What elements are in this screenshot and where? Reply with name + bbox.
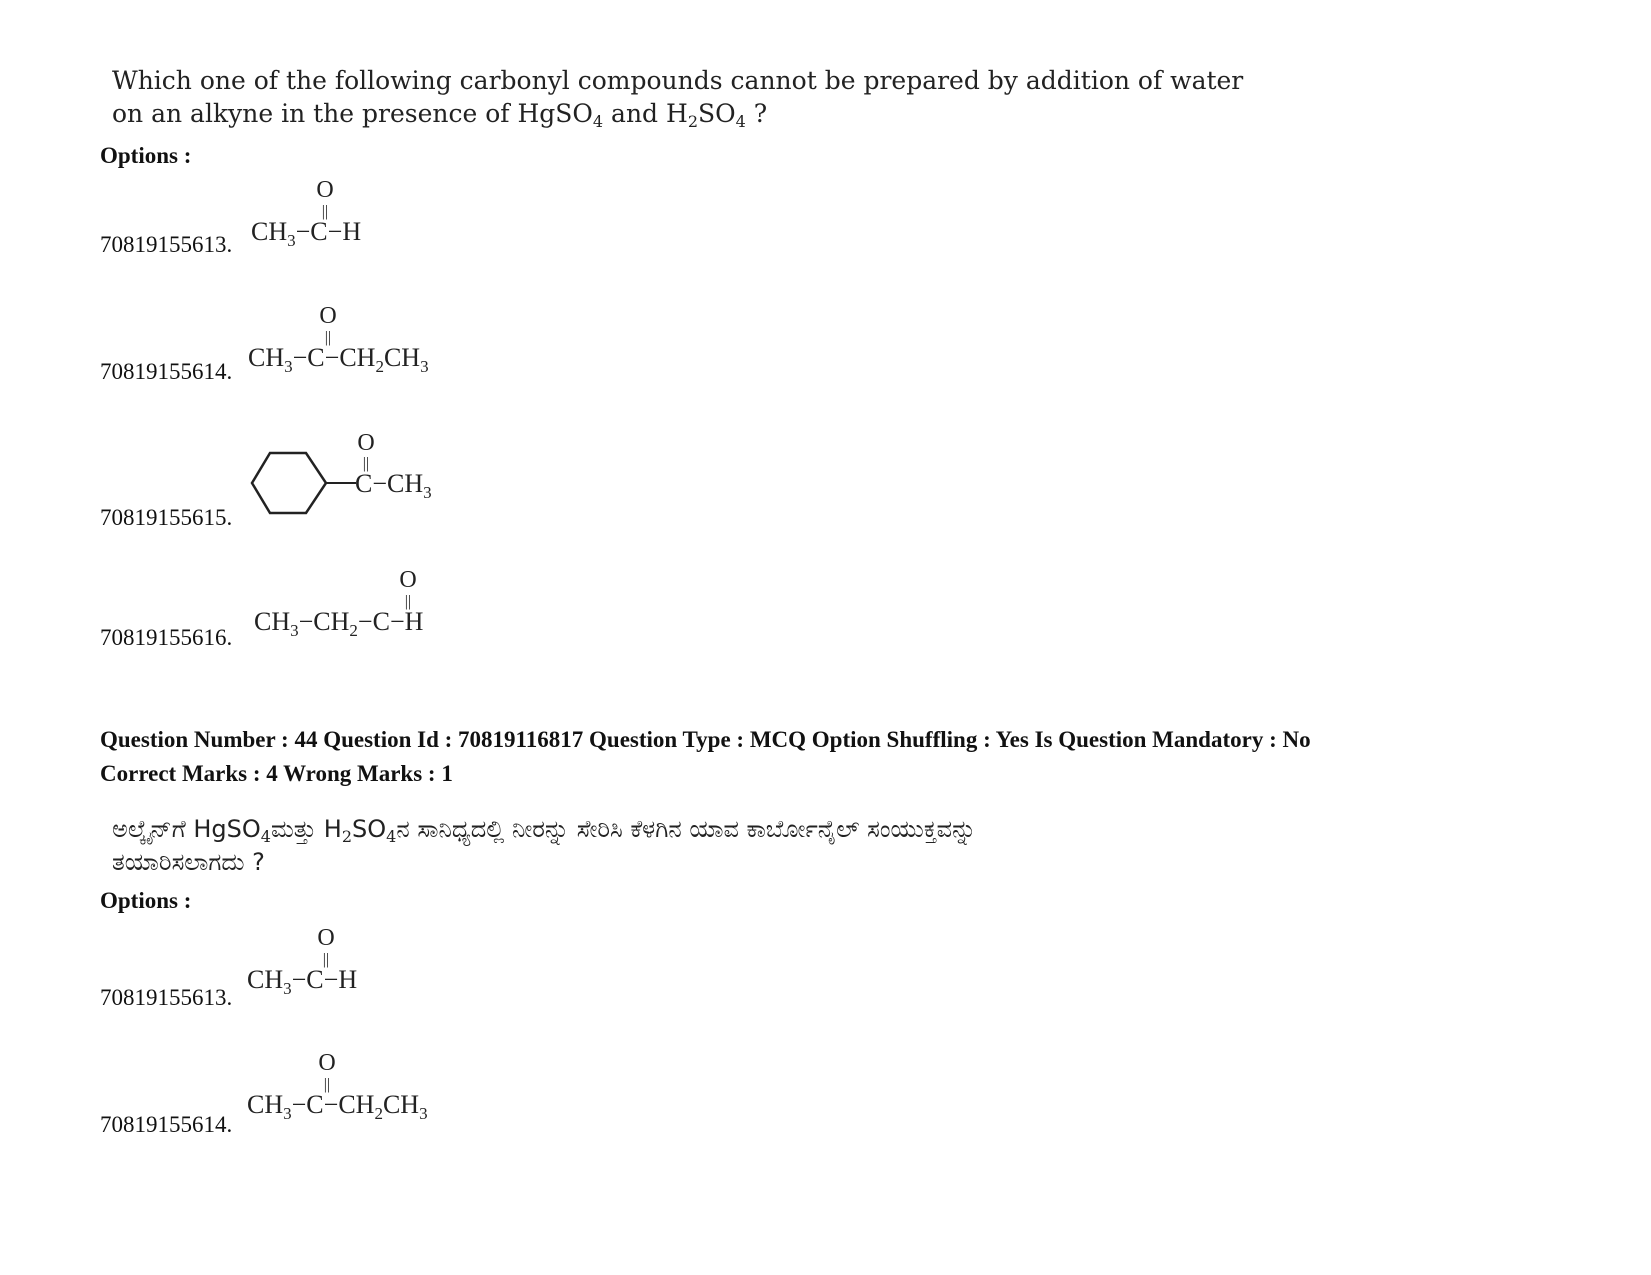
question-line-2: on an alkyne in the presence of HgSO$_4$ and $H_2SO_4$ ? (112, 99, 768, 131)
question-meta-line-1: Question Number : 44 Question Id : 70819116817 Question Type : MCQ Option Shuffling : Yes Is Question Mandatory : No (100, 727, 1311, 752)
options-label: Options : (100, 143, 192, 168)
option-id: 70819155615. (100, 505, 233, 530)
option-id: 70819155616. (100, 625, 233, 650)
double-bond: || (362, 455, 370, 472)
question-line-1: Which one of the following carbonyl compounds cannot be prepared by addition of water (112, 66, 1244, 95)
question-line-1: ಅಲ್ಕೈನ್‌ಗೆ HgSO$_4$ಮತ್ತು $H_2SO_4ನ$ ಸಾನಿಧ್ಯದಲ್ಲಿ ನೀರನ್ನು ಸೇರಿಸಿ ಕೆಳಗಿನ ಯಾವ ಕಾರ್ಬೋನೈಲ್ ಸಂಯುಕ್ತವನ್ನು (112, 815, 977, 846)
oxygen-atom: O (316, 177, 334, 203)
structure-butanone (241, 1045, 481, 1130)
oxygen-atom: O (357, 430, 375, 456)
cyclohexane-ring (252, 453, 326, 513)
option-id: 70819155614. (100, 1112, 233, 1137)
double-bond: || (323, 1076, 331, 1093)
structure-butanone (242, 298, 482, 383)
option-id: 70819155613. (100, 985, 233, 1010)
option-id: 70819155614. (100, 359, 233, 384)
options-label: Options : (100, 888, 192, 913)
structure-acetaldehyde (245, 172, 445, 257)
formula-text: $C-CH_3$ (355, 469, 432, 502)
formula-text: $CH_3-C-H$ (247, 965, 358, 998)
question-text-kannada (112, 812, 1312, 879)
oxygen-atom: O (318, 1050, 336, 1076)
question-meta-line-2: Correct Marks : 4 Wrong Marks : 1 (100, 761, 453, 786)
question-meta (100, 723, 1600, 791)
double-bond: || (321, 203, 329, 220)
question-line-2: ತಯಾರಿಸಲಾಗದು ? (112, 848, 265, 876)
question-text (112, 64, 1262, 130)
structure-cyclohexyl-methyl-ketone (248, 425, 468, 525)
double-bond: || (324, 329, 332, 346)
option-id: 70819155613. (100, 232, 233, 257)
double-bond: || (322, 951, 330, 968)
double-bond: || (404, 593, 412, 610)
oxygen-atom: O (319, 303, 337, 329)
formula-text: $CH_3-C-CH_2CH_3$ (247, 1090, 428, 1123)
formula-text: $CH_3-C-CH_2CH_3$ (248, 343, 429, 376)
formula-text: $CH_3-CH_2-C-H$ (254, 607, 424, 640)
formula-text: $CH_3-C-H$ (251, 217, 362, 250)
structure-propanal (248, 562, 488, 647)
oxygen-atom: O (399, 567, 417, 593)
oxygen-atom: O (317, 925, 335, 951)
structure-acetaldehyde (241, 920, 441, 1005)
